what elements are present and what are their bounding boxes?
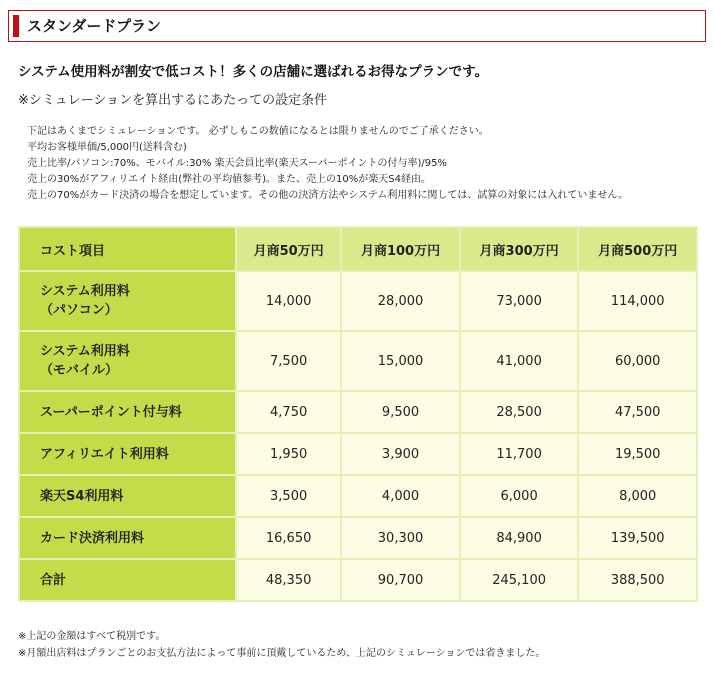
cost-value-cell: 15,000 — [342, 332, 459, 390]
condition-line: 平均お客様単価/5,000円(送料含む) — [27, 142, 187, 153]
cost-item-label-line: （パソコン） — [40, 303, 118, 318]
cost-value-cell: 73,000 — [461, 272, 578, 330]
accent-bar — [13, 15, 19, 37]
cost-value-cell: 7,500 — [237, 332, 340, 390]
table-row — [20, 560, 696, 600]
cost-value-cell: 47,500 — [579, 392, 696, 432]
cost-value-cell: 388,500 — [579, 560, 696, 600]
cost-item-label-line: 合計 — [40, 572, 67, 588]
cost-value-cell: 28,000 — [342, 272, 459, 330]
cost-value-cell: 84,900 — [461, 518, 578, 558]
cost-item-label — [20, 332, 235, 390]
condition-line: 下記はあくまでシミュレーションです。 必ずしもこの数値になるとは限りませんのでご了承ください。 — [27, 126, 489, 137]
condition-line: 売上比率/パソコン:70%、モバイル:30% 楽天会員比率(楽天スーパーポイントの付与率)/95% — [27, 158, 447, 169]
cost-value-cell: 16,650 — [237, 518, 340, 558]
cost-value-cell: 30,300 — [342, 518, 459, 558]
conditions-notes — [27, 124, 707, 204]
cost-value-cell: 4,000 — [342, 476, 459, 516]
conditions-title: ※シミュレーションを算出するにあたっての設定条件 — [18, 93, 328, 108]
cost-value-cell: 60,000 — [579, 332, 696, 390]
cost-item-label — [20, 560, 235, 600]
cost-item-label-line: システム利用料 — [40, 344, 130, 359]
cost-item-label-line: システム利用料 — [40, 284, 130, 299]
cost-item-label — [20, 392, 235, 432]
col-header-5m: 月商500万円 — [579, 228, 696, 270]
cost-value-cell: 114,000 — [579, 272, 696, 330]
col-header-3m: 月商300万円 — [461, 228, 578, 270]
cost-value-cell: 28,500 — [461, 392, 578, 432]
cost-item-label — [20, 434, 235, 474]
table-row — [20, 434, 696, 474]
cost-value-cell: 19,500 — [579, 434, 696, 474]
table-header-row — [20, 228, 696, 270]
cost-value-cell: 8,000 — [579, 476, 696, 516]
cost-value-cell: 6,000 — [461, 476, 578, 516]
cost-value-cell: 3,500 — [237, 476, 340, 516]
cost-value-cell: 14,000 — [237, 272, 340, 330]
cost-item-label — [20, 518, 235, 558]
footnote: ※上記の金額はすべて税別です。 — [18, 631, 166, 642]
cost-item-label-line: スーパーポイント付与料 — [40, 404, 182, 420]
cost-value-cell: 4,750 — [237, 392, 340, 432]
table-row — [20, 272, 696, 330]
cost-value-cell: 139,500 — [579, 518, 696, 558]
cost-table — [18, 226, 698, 602]
cost-value-cell: 9,500 — [342, 392, 459, 432]
footnotes — [18, 628, 545, 662]
table-row — [20, 476, 696, 516]
table-row — [20, 332, 696, 390]
col-header-1m: 月商100万円 — [342, 228, 459, 270]
table-row — [20, 518, 696, 558]
cost-item-label-line: カード決済利用料 — [40, 530, 145, 546]
cost-item-label — [20, 272, 235, 330]
cost-value-cell: 245,100 — [461, 560, 578, 600]
cost-value-cell: 90,700 — [342, 560, 459, 600]
cost-value-cell: 48,350 — [237, 560, 340, 600]
col-header-item: コスト項目 — [20, 228, 235, 270]
footnote: ※月額出店料はプランごとのお支払方法によって事前に頂戴しているため、上記のシミュレーションでは省きました。 — [18, 648, 546, 659]
condition-line: 売上の30%がアフィリエイト経由(弊社の平均値参考)。また、売上の10%が楽天S4経由。 — [27, 174, 431, 185]
cost-item-label-line: アフィリエイト利用料 — [40, 446, 169, 462]
cost-value-cell: 11,700 — [461, 434, 578, 474]
cost-item-label-line: 楽天S4利用料 — [40, 488, 124, 504]
cost-item-label-line: （モバイル） — [40, 363, 119, 378]
cost-value-cell: 3,900 — [342, 434, 459, 474]
lead-text: システム使用料が割安で低コスト！多くの店舗に選ばれるお得なプランです。 — [18, 64, 489, 80]
cost-value-cell: 41,000 — [461, 332, 578, 390]
cost-value-cell: 1,950 — [237, 434, 340, 474]
col-header-500k: 月商50万円 — [237, 228, 340, 270]
table-row — [20, 392, 696, 432]
plan-header — [8, 10, 706, 42]
condition-line: 売上の70%がカード決済の場合を想定しています。その他の決済方法やシステム利用料に関しては、試算の対象には入れていません。 — [27, 190, 629, 201]
plan-title: スタンダードプラン — [27, 17, 161, 35]
cost-item-label — [20, 476, 235, 516]
